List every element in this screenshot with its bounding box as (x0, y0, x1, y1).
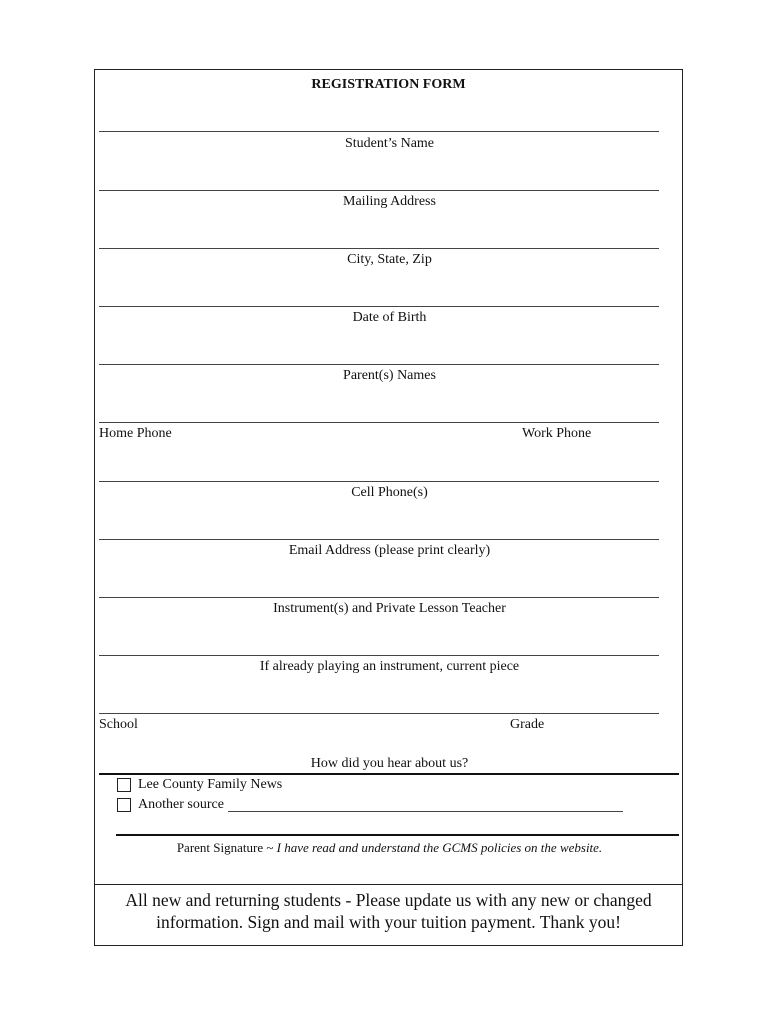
footer-line-1: All new and returning students - Please update us with any new or changed (125, 890, 652, 910)
cell-phone-line[interactable] (99, 481, 659, 482)
date-of-birth-label: Date of Birth (352, 310, 427, 325)
instrument-line[interactable] (99, 597, 659, 598)
signature-caption (95, 840, 684, 856)
email-label: Email Address (please print clearly) (288, 543, 491, 558)
student-name-label: Student’s Name (344, 136, 435, 151)
mailing-address-label: Mailing Address (343, 194, 436, 209)
survey-divider (99, 773, 679, 775)
survey-question: How did you hear about us? (310, 756, 469, 771)
current-piece-line[interactable] (99, 655, 659, 656)
signature-label: Parent Signature ~ (176, 840, 277, 855)
policy-statement: I have read and understand the GCMS policies on the website. (276, 840, 603, 855)
school-label: School (99, 717, 138, 732)
option-another-source[interactable] (117, 797, 623, 813)
footer-notice (95, 884, 682, 947)
checkbox[interactable] (117, 798, 131, 812)
checkbox[interactable] (117, 778, 131, 792)
registration-form (94, 69, 683, 946)
another-source-input-line[interactable] (228, 799, 623, 812)
phones-line[interactable] (99, 422, 659, 423)
option-lee-county-family-news[interactable] (117, 777, 282, 793)
city-state-zip-label: City, State, Zip (347, 252, 432, 267)
city-state-zip-line[interactable] (99, 248, 659, 249)
form-title: REGISTRATION FORM (311, 77, 466, 92)
footer-line-2: information. Sign and mail with your tuition payment. Thank you! (156, 912, 621, 932)
home-phone-label: Home Phone (99, 426, 172, 441)
student-name-line[interactable] (99, 131, 659, 132)
work-phone-label: Work Phone (522, 426, 592, 441)
current-piece-label: If already playing an instrument, current piece (259, 659, 520, 674)
option-label: Lee County Family News (138, 777, 283, 792)
signature-line[interactable] (116, 834, 679, 836)
parent-names-line[interactable] (99, 364, 659, 365)
date-of-birth-line[interactable] (99, 306, 659, 307)
cell-phone-label: Cell Phone(s) (351, 485, 428, 500)
instrument-label: Instrument(s) and Private Lesson Teacher (273, 601, 506, 616)
school-grade-line[interactable] (99, 713, 659, 714)
mailing-address-line[interactable] (99, 190, 659, 191)
option-label: Another source (138, 797, 224, 812)
parent-names-label: Parent(s) Names (343, 368, 436, 383)
grade-label: Grade (510, 717, 545, 732)
email-line[interactable] (99, 539, 659, 540)
